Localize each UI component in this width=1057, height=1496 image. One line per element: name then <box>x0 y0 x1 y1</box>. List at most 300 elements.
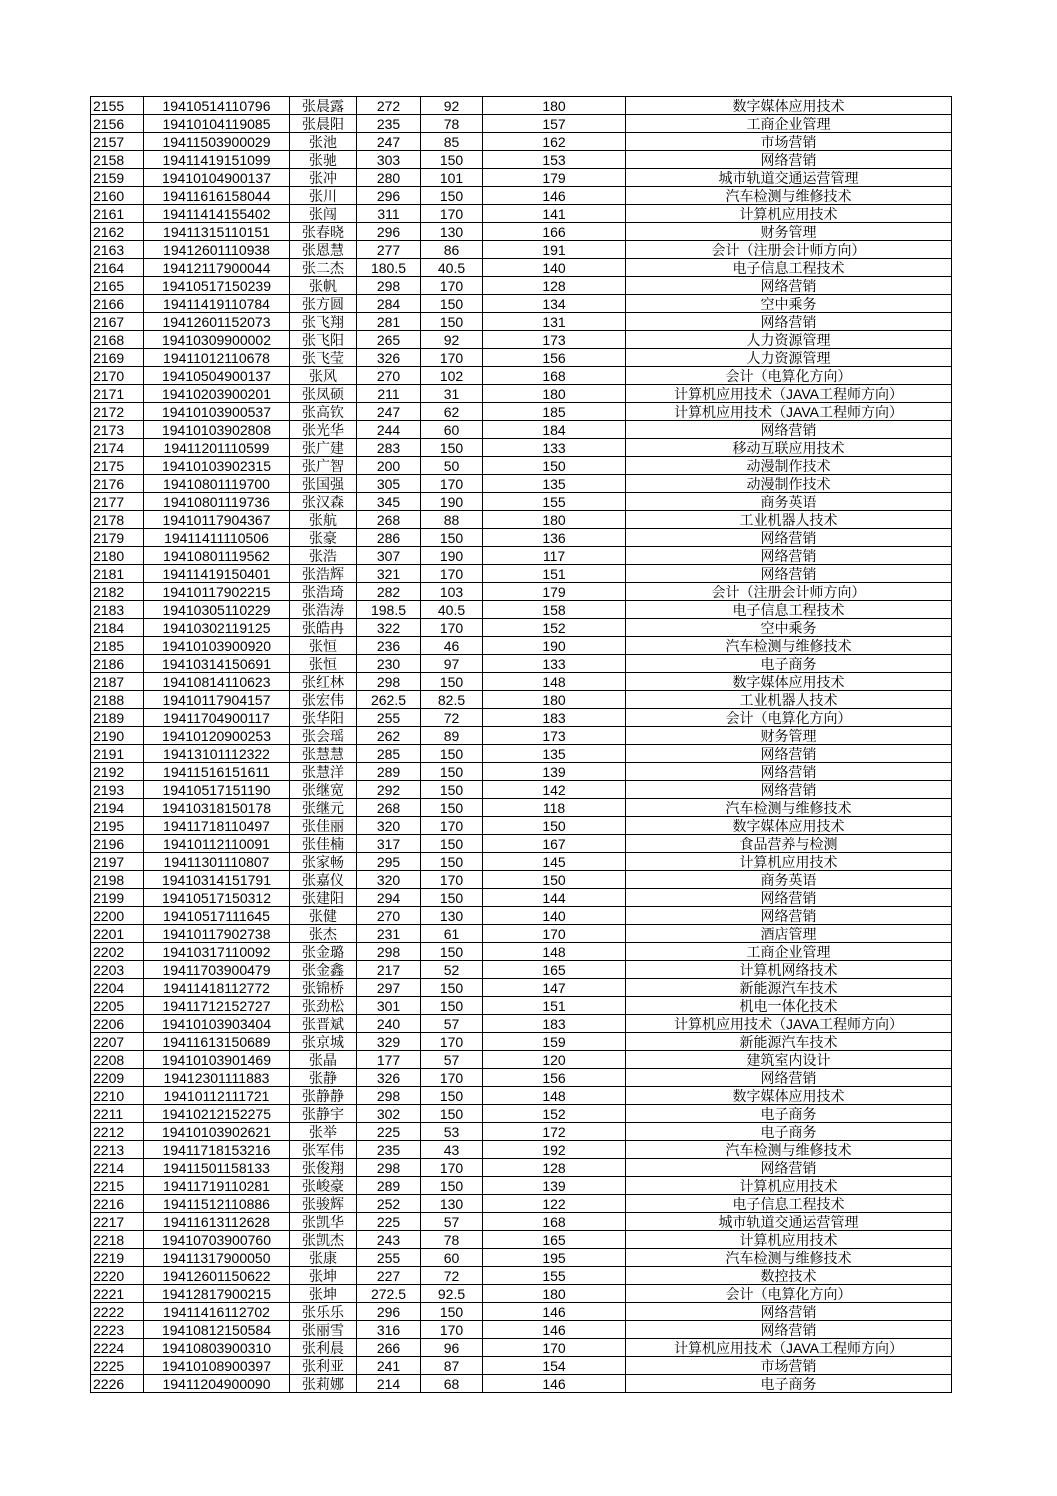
cell-seq: 2217 <box>91 1213 144 1231</box>
cell-exam-id: 19411516151611 <box>144 763 290 781</box>
cell-score-b: 150 <box>483 871 626 889</box>
cell-major: 电子信息工程技术 <box>626 601 952 619</box>
table-row <box>91 1285 952 1303</box>
cell-seq: 2226 <box>91 1375 144 1393</box>
cell-total-score: 247 <box>357 133 421 151</box>
cell-total-score: 230 <box>357 655 421 673</box>
cell-exam-id: 19412817900215 <box>144 1285 290 1303</box>
cell-total-score: 297 <box>357 979 421 997</box>
cell-exam-id: 19411712152727 <box>144 997 290 1015</box>
cell-name: 张举 <box>290 1123 357 1141</box>
cell-total-score: 283 <box>357 439 421 457</box>
cell-score-a: 78 <box>421 115 483 133</box>
cell-score-a: 40.5 <box>421 601 483 619</box>
cell-exam-id: 19411503900029 <box>144 133 290 151</box>
cell-total-score: 272.5 <box>357 1285 421 1303</box>
table-row <box>91 1033 952 1051</box>
cell-score-a: 150 <box>421 943 483 961</box>
cell-score-a: 170 <box>421 205 483 223</box>
cell-total-score: 322 <box>357 619 421 637</box>
cell-exam-id: 19410318150178 <box>144 799 290 817</box>
table-row <box>91 799 952 817</box>
cell-name: 张莉娜 <box>290 1375 357 1393</box>
cell-score-b: 153 <box>483 151 626 169</box>
cell-major: 市场营销 <box>626 1357 952 1375</box>
cell-score-a: 150 <box>421 745 483 763</box>
cell-score-a: 170 <box>421 1321 483 1339</box>
cell-exam-id: 19410120900253 <box>144 727 290 745</box>
table-row <box>91 565 952 583</box>
cell-seq: 2199 <box>91 889 144 907</box>
table-row <box>91 601 952 619</box>
cell-major: 数字媒体应用技术 <box>626 1087 952 1105</box>
table-row <box>91 1159 952 1177</box>
cell-exam-id: 19411301110807 <box>144 853 290 871</box>
cell-seq: 2181 <box>91 565 144 583</box>
cell-exam-id: 19412117900044 <box>144 259 290 277</box>
cell-score-b: 144 <box>483 889 626 907</box>
cell-score-a: 150 <box>421 1177 483 1195</box>
cell-score-b: 131 <box>483 313 626 331</box>
table-row <box>91 655 952 673</box>
cell-major: 数字媒体应用技术 <box>626 673 952 691</box>
cell-score-b: 180 <box>483 691 626 709</box>
cell-major: 机电一体化技术 <box>626 997 952 1015</box>
cell-score-a: 72 <box>421 1267 483 1285</box>
cell-score-a: 150 <box>421 1105 483 1123</box>
cell-total-score: 255 <box>357 709 421 727</box>
cell-score-a: 102 <box>421 367 483 385</box>
cell-name: 张驰 <box>290 151 357 169</box>
score-table-body <box>91 97 952 1393</box>
cell-score-b: 136 <box>483 529 626 547</box>
cell-seq: 2207 <box>91 1033 144 1051</box>
cell-name: 张恒 <box>290 637 357 655</box>
cell-score-b: 150 <box>483 817 626 835</box>
cell-seq: 2158 <box>91 151 144 169</box>
cell-name: 张金鑫 <box>290 961 357 979</box>
cell-total-score: 227 <box>357 1267 421 1285</box>
cell-exam-id: 19410803900310 <box>144 1339 290 1357</box>
cell-total-score: 311 <box>357 205 421 223</box>
table-row <box>91 547 952 565</box>
cell-exam-id: 19411419150401 <box>144 565 290 583</box>
cell-score-b: 180 <box>483 1285 626 1303</box>
cell-score-b: 155 <box>483 1267 626 1285</box>
cell-exam-id: 19411703900479 <box>144 961 290 979</box>
cell-major: 工商企业管理 <box>626 115 952 133</box>
cell-score-b: 167 <box>483 835 626 853</box>
cell-name: 张方圆 <box>290 295 357 313</box>
cell-exam-id: 19411718110497 <box>144 817 290 835</box>
cell-name: 张劲松 <box>290 997 357 1015</box>
cell-seq: 2176 <box>91 475 144 493</box>
cell-score-a: 57 <box>421 1051 483 1069</box>
cell-major: 计算机网络技术 <box>626 961 952 979</box>
cell-major: 网络营销 <box>626 1159 952 1177</box>
cell-major: 酒店管理 <box>626 925 952 943</box>
cell-exam-id: 19410117902215 <box>144 583 290 601</box>
cell-major: 计算机应用技术 <box>626 205 952 223</box>
cell-seq: 2204 <box>91 979 144 997</box>
table-row <box>91 943 952 961</box>
cell-score-b: 150 <box>483 457 626 475</box>
cell-name: 张春晓 <box>290 223 357 241</box>
cell-major: 会计（电算化方向） <box>626 367 952 385</box>
cell-name: 张凯华 <box>290 1213 357 1231</box>
cell-total-score: 302 <box>357 1105 421 1123</box>
cell-total-score: 289 <box>357 763 421 781</box>
table-row <box>91 385 952 403</box>
cell-seq: 2163 <box>91 241 144 259</box>
cell-name: 张坤 <box>290 1267 357 1285</box>
table-row <box>91 187 952 205</box>
cell-total-score: 262 <box>357 727 421 745</box>
cell-score-a: 130 <box>421 1195 483 1213</box>
cell-name: 张利亚 <box>290 1357 357 1375</box>
cell-score-b: 141 <box>483 205 626 223</box>
cell-name: 张晶 <box>290 1051 357 1069</box>
cell-score-a: 60 <box>421 421 483 439</box>
cell-score-a: 150 <box>421 799 483 817</box>
cell-score-a: 57 <box>421 1213 483 1231</box>
cell-score-a: 170 <box>421 1033 483 1051</box>
table-row <box>91 583 952 601</box>
cell-seq: 2162 <box>91 223 144 241</box>
cell-total-score: 277 <box>357 241 421 259</box>
cell-score-a: 101 <box>421 169 483 187</box>
cell-seq: 2174 <box>91 439 144 457</box>
cell-seq: 2189 <box>91 709 144 727</box>
cell-total-score: 225 <box>357 1213 421 1231</box>
cell-total-score: 345 <box>357 493 421 511</box>
cell-major: 工业机器人技术 <box>626 511 952 529</box>
cell-name: 张川 <box>290 187 357 205</box>
cell-score-b: 195 <box>483 1249 626 1267</box>
cell-major: 电子商务 <box>626 1123 952 1141</box>
cell-total-score: 268 <box>357 799 421 817</box>
cell-total-score: 266 <box>357 1339 421 1357</box>
cell-score-a: 150 <box>421 313 483 331</box>
cell-exam-id: 19410517111645 <box>144 907 290 925</box>
cell-score-a: 50 <box>421 457 483 475</box>
cell-seq: 2160 <box>91 187 144 205</box>
cell-score-b: 118 <box>483 799 626 817</box>
cell-total-score: 200 <box>357 457 421 475</box>
cell-name: 张建阳 <box>290 889 357 907</box>
cell-exam-id: 19410104119085 <box>144 115 290 133</box>
table-row <box>91 907 952 925</box>
table-row <box>91 997 952 1015</box>
cell-name: 张慧慧 <box>290 745 357 763</box>
cell-score-b: 180 <box>483 385 626 403</box>
cell-seq: 2179 <box>91 529 144 547</box>
cell-score-a: 53 <box>421 1123 483 1141</box>
cell-exam-id: 19410103902621 <box>144 1123 290 1141</box>
cell-total-score: 241 <box>357 1357 421 1375</box>
cell-score-a: 150 <box>421 295 483 313</box>
cell-seq: 2224 <box>91 1339 144 1357</box>
cell-exam-id: 19411012110678 <box>144 349 290 367</box>
cell-total-score: 281 <box>357 313 421 331</box>
table-row <box>91 1231 952 1249</box>
table-row <box>91 457 952 475</box>
cell-score-a: 97 <box>421 655 483 673</box>
cell-name: 张佳丽 <box>290 817 357 835</box>
cell-total-score: 244 <box>357 421 421 439</box>
cell-name: 张华阳 <box>290 709 357 727</box>
cell-seq: 2194 <box>91 799 144 817</box>
table-row <box>91 745 952 763</box>
cell-name: 张广建 <box>290 439 357 457</box>
cell-total-score: 236 <box>357 637 421 655</box>
cell-seq: 2221 <box>91 1285 144 1303</box>
table-row <box>91 367 952 385</box>
cell-score-b: 170 <box>483 925 626 943</box>
cell-exam-id: 19410212152275 <box>144 1105 290 1123</box>
table-row <box>91 817 952 835</box>
cell-total-score: 231 <box>357 925 421 943</box>
cell-score-b: 152 <box>483 1105 626 1123</box>
cell-total-score: 320 <box>357 871 421 889</box>
table-row <box>91 1015 952 1033</box>
cell-total-score: 298 <box>357 943 421 961</box>
cell-score-b: 146 <box>483 187 626 205</box>
cell-seq: 2175 <box>91 457 144 475</box>
cell-exam-id: 19410314150691 <box>144 655 290 673</box>
cell-score-b: 173 <box>483 331 626 349</box>
cell-score-a: 40.5 <box>421 259 483 277</box>
cell-total-score: 177 <box>357 1051 421 1069</box>
cell-exam-id: 19411718153216 <box>144 1141 290 1159</box>
table-row <box>91 763 952 781</box>
cell-score-b: 122 <box>483 1195 626 1213</box>
cell-score-a: 96 <box>421 1339 483 1357</box>
cell-major: 城市轨道交通运营管理 <box>626 1213 952 1231</box>
table-row <box>91 1303 952 1321</box>
cell-major: 计算机应用技术 <box>626 1177 952 1195</box>
cell-major: 网络营销 <box>626 781 952 799</box>
cell-score-b: 165 <box>483 1231 626 1249</box>
cell-score-a: 61 <box>421 925 483 943</box>
cell-total-score: 235 <box>357 1141 421 1159</box>
cell-score-b: 146 <box>483 1375 626 1393</box>
cell-total-score: 280 <box>357 169 421 187</box>
cell-score-a: 170 <box>421 1159 483 1177</box>
cell-score-a: 62 <box>421 403 483 421</box>
table-row <box>91 439 952 457</box>
cell-score-b: 128 <box>483 277 626 295</box>
cell-total-score: 296 <box>357 187 421 205</box>
score-sheet <box>90 96 951 1393</box>
cell-score-b: 180 <box>483 97 626 115</box>
cell-major: 移动互联应用技术 <box>626 439 952 457</box>
cell-score-a: 150 <box>421 1087 483 1105</box>
cell-score-b: 139 <box>483 763 626 781</box>
cell-exam-id: 19410117904157 <box>144 691 290 709</box>
cell-exam-id: 19410517150312 <box>144 889 290 907</box>
cell-name: 张静静 <box>290 1087 357 1105</box>
cell-major: 电子商务 <box>626 1375 952 1393</box>
cell-seq: 2155 <box>91 97 144 115</box>
cell-score-a: 150 <box>421 1303 483 1321</box>
cell-score-b: 155 <box>483 493 626 511</box>
cell-name: 张恩慧 <box>290 241 357 259</box>
cell-score-a: 170 <box>421 1069 483 1087</box>
cell-seq: 2202 <box>91 943 144 961</box>
cell-total-score: 329 <box>357 1033 421 1051</box>
table-row <box>91 349 952 367</box>
table-row <box>91 313 952 331</box>
cell-seq: 2201 <box>91 925 144 943</box>
cell-seq: 2212 <box>91 1123 144 1141</box>
cell-exam-id: 19412601110938 <box>144 241 290 259</box>
cell-score-b: 128 <box>483 1159 626 1177</box>
cell-score-b: 183 <box>483 1015 626 1033</box>
cell-exam-id: 19411204900090 <box>144 1375 290 1393</box>
cell-score-b: 180 <box>483 511 626 529</box>
table-row <box>91 1339 952 1357</box>
cell-score-a: 150 <box>421 889 483 907</box>
cell-major: 网络营销 <box>626 907 952 925</box>
cell-total-score: 270 <box>357 367 421 385</box>
cell-score-a: 92 <box>421 97 483 115</box>
cell-major: 网络营销 <box>626 277 952 295</box>
cell-major: 网络营销 <box>626 565 952 583</box>
score-table <box>90 96 952 1393</box>
cell-exam-id: 19410801119700 <box>144 475 290 493</box>
cell-score-b: 154 <box>483 1357 626 1375</box>
cell-major: 会计（电算化方向） <box>626 709 952 727</box>
cell-total-score: 317 <box>357 835 421 853</box>
cell-score-b: 134 <box>483 295 626 313</box>
cell-score-b: 183 <box>483 709 626 727</box>
cell-score-b: 140 <box>483 259 626 277</box>
cell-score-b: 158 <box>483 601 626 619</box>
cell-score-a: 170 <box>421 619 483 637</box>
cell-seq: 2220 <box>91 1267 144 1285</box>
cell-seq: 2219 <box>91 1249 144 1267</box>
cell-total-score: 303 <box>357 151 421 169</box>
cell-major: 网络营销 <box>626 889 952 907</box>
cell-total-score: 316 <box>357 1321 421 1339</box>
cell-exam-id: 19410302119125 <box>144 619 290 637</box>
cell-major: 数字媒体应用技术 <box>626 817 952 835</box>
table-row <box>91 259 952 277</box>
cell-name: 张冲 <box>290 169 357 187</box>
cell-major: 电子商务 <box>626 1105 952 1123</box>
cell-score-a: 150 <box>421 853 483 871</box>
cell-name: 张豪 <box>290 529 357 547</box>
table-row <box>91 97 952 115</box>
cell-name: 张健 <box>290 907 357 925</box>
cell-exam-id: 19411501158133 <box>144 1159 290 1177</box>
cell-score-b: 148 <box>483 943 626 961</box>
cell-score-b: 166 <box>483 223 626 241</box>
cell-total-score: 268 <box>357 511 421 529</box>
cell-name: 张红林 <box>290 673 357 691</box>
cell-score-b: 165 <box>483 961 626 979</box>
table-row <box>91 1177 952 1195</box>
cell-name: 张继元 <box>290 799 357 817</box>
cell-seq: 2192 <box>91 763 144 781</box>
cell-name: 张风 <box>290 367 357 385</box>
cell-score-a: 150 <box>421 187 483 205</box>
cell-major: 会计（注册会计师方向） <box>626 241 952 259</box>
cell-major: 电子信息工程技术 <box>626 259 952 277</box>
cell-score-a: 92.5 <box>421 1285 483 1303</box>
cell-name: 张晨露 <box>290 97 357 115</box>
cell-score-b: 184 <box>483 421 626 439</box>
cell-seq: 2216 <box>91 1195 144 1213</box>
cell-score-b: 162 <box>483 133 626 151</box>
cell-exam-id: 19411201110599 <box>144 439 290 457</box>
cell-total-score: 298 <box>357 1159 421 1177</box>
table-row <box>91 979 952 997</box>
cell-major: 数字媒体应用技术 <box>626 97 952 115</box>
cell-score-b: 146 <box>483 1321 626 1339</box>
cell-total-score: 301 <box>357 997 421 1015</box>
cell-total-score: 265 <box>357 331 421 349</box>
table-row <box>91 853 952 871</box>
cell-score-a: 88 <box>421 511 483 529</box>
cell-major: 市场营销 <box>626 133 952 151</box>
cell-score-b: 148 <box>483 1087 626 1105</box>
table-row <box>91 331 952 349</box>
cell-exam-id: 19410203900201 <box>144 385 290 403</box>
cell-exam-id: 19410117902738 <box>144 925 290 943</box>
cell-major: 汽车检测与维修技术 <box>626 187 952 205</box>
cell-seq: 2197 <box>91 853 144 871</box>
cell-seq: 2169 <box>91 349 144 367</box>
cell-exam-id: 19411419110784 <box>144 295 290 313</box>
cell-major: 汽车检测与维修技术 <box>626 799 952 817</box>
cell-name: 张静 <box>290 1069 357 1087</box>
cell-major: 汽车检测与维修技术 <box>626 1249 952 1267</box>
cell-seq: 2187 <box>91 673 144 691</box>
table-row <box>91 241 952 259</box>
cell-score-b: 151 <box>483 997 626 1015</box>
table-row <box>91 115 952 133</box>
cell-seq: 2215 <box>91 1177 144 1195</box>
cell-seq: 2190 <box>91 727 144 745</box>
cell-total-score: 262.5 <box>357 691 421 709</box>
cell-major: 数控技术 <box>626 1267 952 1285</box>
cell-score-a: 150 <box>421 781 483 799</box>
cell-score-b: 172 <box>483 1123 626 1141</box>
cell-total-score: 217 <box>357 961 421 979</box>
cell-seq: 2171 <box>91 385 144 403</box>
table-row <box>91 727 952 745</box>
cell-seq: 2222 <box>91 1303 144 1321</box>
cell-score-b: 142 <box>483 781 626 799</box>
table-row <box>91 1249 952 1267</box>
cell-seq: 2173 <box>91 421 144 439</box>
cell-total-score: 307 <box>357 547 421 565</box>
cell-seq: 2167 <box>91 313 144 331</box>
cell-name: 张俊翔 <box>290 1159 357 1177</box>
cell-score-b: 120 <box>483 1051 626 1069</box>
cell-name: 张嘉仪 <box>290 871 357 889</box>
cell-score-b: 152 <box>483 619 626 637</box>
cell-exam-id: 19410103903404 <box>144 1015 290 1033</box>
cell-score-b: 190 <box>483 637 626 655</box>
cell-score-a: 52 <box>421 961 483 979</box>
cell-exam-id: 19410801119736 <box>144 493 290 511</box>
cell-exam-id: 19410112110091 <box>144 835 290 853</box>
cell-score-a: 170 <box>421 475 483 493</box>
cell-name: 张飞阳 <box>290 331 357 349</box>
